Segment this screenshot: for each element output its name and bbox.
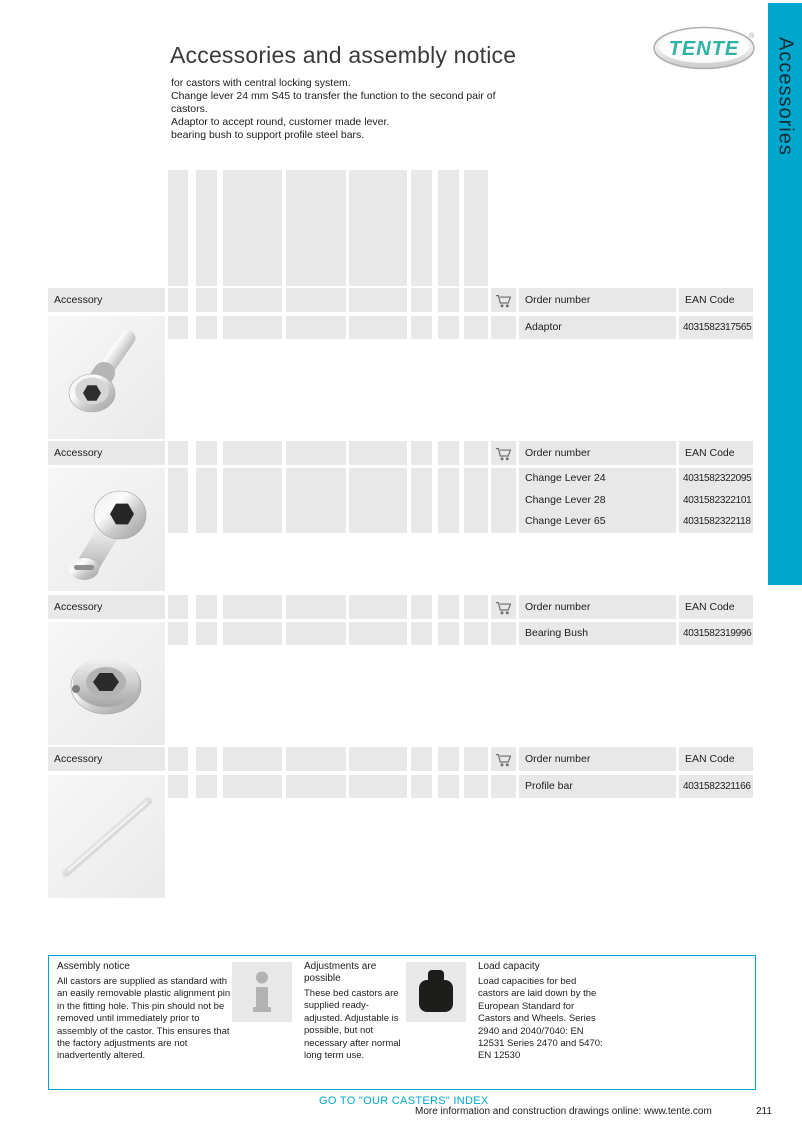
spec-cell [438,468,459,533]
cart-icon [495,751,513,768]
spec-cell [168,622,188,645]
spec-cell [464,288,488,312]
ean-code-header [679,441,753,465]
spec-cell [438,316,459,339]
spec-cell [168,468,188,533]
spec-cell [196,775,217,798]
spec-cell [223,316,282,339]
ean-cell [679,775,753,798]
product-photo-bearing-bush [48,622,165,745]
order-number-header-label: Order number [525,601,591,613]
spec-cell [223,622,282,645]
product-ean: 4031582322118 [683,516,751,528]
spec-cell [438,775,459,798]
product-ean: 4031582317565 [683,322,752,333]
spec-cell [196,622,217,645]
spec-cell [223,747,282,771]
cart-cell [491,747,516,771]
spec-cell [196,747,217,771]
order-number-header [519,288,676,312]
order-number-header-label: Order number [525,753,591,765]
spec-cell [464,316,488,339]
table-header-row [0,747,802,771]
spec-cell [168,441,188,465]
adjustments-notice-title: Adjustments are possible [304,961,377,984]
intro-text [171,77,496,142]
spec-cell [438,747,459,771]
page-title: Accessories and assembly notice [170,42,517,68]
ean-code-header-label: EAN Code [685,294,735,306]
product-photo-profile-bar [48,775,165,898]
spec-cell [464,441,488,465]
ean-cell [679,316,753,339]
table-header-row [0,595,802,619]
accessory-header-cell [48,747,165,771]
spec-cell [464,747,488,771]
spec-column [411,170,432,286]
spec-cell [168,316,188,339]
product-name: Change Lever 28 [525,493,606,506]
casters-index-link[interactable]: GO TO "OUR CASTERS" INDEX [319,1095,489,1107]
spec-cell [411,468,432,533]
accessory-header-cell [48,288,165,312]
intro-line: bearing bush to support profile steel bars. [171,129,365,141]
product-photo-change-lever [48,468,165,591]
intro-line: castors. [171,103,208,115]
page-number: 211 [756,1106,772,1117]
spec-cell [286,288,346,312]
accessory-header-label: Accessory [54,753,103,765]
spec-cell [438,288,459,312]
load-capacity-body: Load capacities for bed castors are laid down by the European Standard for Castors and Wheels. Series 2940 and 2040/7040: EN 12531 Series 2470 and 5470: EN 12530 [478,976,603,1062]
spec-cell [168,595,188,619]
ean-code-header-label: EAN Code [685,601,735,613]
tente-logo [652,25,757,71]
accessory-header-cell [48,595,165,619]
order-number-header-label: Order number [525,447,591,459]
ean-cell [679,622,753,645]
load-capacity-title: Load capacity [478,961,540,972]
spec-column [349,170,407,286]
ean-code-header-label: EAN Code [685,447,735,459]
ean-code-header-label: EAN Code [685,753,735,765]
spec-cell [411,775,432,798]
spec-cell [286,747,346,771]
spec-column [464,170,488,286]
product-ean: 4031582319996 [683,628,752,639]
spec-cell [349,288,407,312]
spec-cell [411,441,432,465]
spec-cell [464,775,488,798]
spec-cell [286,622,346,645]
spec-column [286,170,346,286]
spec-cell [196,288,217,312]
spec-cell [223,441,282,465]
product-name: Profile bar [525,780,573,792]
order-number-cell [519,468,676,533]
adjustments-notice [304,961,404,1062]
spec-cell [349,441,407,465]
intro-line: Change lever 24 mm S45 to transfer the function to the second pair of [171,90,496,102]
spec-cell [349,747,407,771]
adaptor-image [48,316,165,439]
weight-icon [406,962,466,1022]
footer-info-text[interactable]: More information and construction drawings online: www.tente.com [415,1106,712,1117]
spec-cell [286,316,346,339]
accessory-header-cell [48,441,165,465]
cart-cell [491,288,516,312]
order-number-header [519,441,676,465]
accessory-header-label: Accessory [54,447,103,459]
spec-cell [411,622,432,645]
order-number-cell [519,775,676,798]
ean-cell [679,468,753,533]
spec-cell [491,622,516,645]
spec-cell [438,595,459,619]
logo-wordmark: TENTE [668,38,740,60]
spec-column [196,170,217,286]
product-ean: 4031582321166 [683,781,751,792]
profile-bar-image [48,775,165,898]
info-icon-box [232,962,292,1022]
ean-code-header [679,595,753,619]
product-name: Change Lever 24 [525,472,606,484]
assembly-notice [57,961,231,1063]
spec-cell [438,622,459,645]
bearing-bush-image [48,622,165,745]
spec-cell [411,316,432,339]
cart-icon [495,292,513,309]
change-lever-image [48,468,165,591]
spec-cell [286,441,346,465]
ean-code-header [679,288,753,312]
order-number-cell [519,316,676,339]
product-name: Change Lever 65 [525,515,606,528]
table-header-row [0,441,802,465]
spec-cell [223,288,282,312]
cart-cell [491,595,516,619]
cart-icon [495,599,513,616]
spec-cell [411,747,432,771]
sidebar-tab-label: Accessories [774,37,797,156]
spec-cell [168,288,188,312]
spec-cell [464,595,488,619]
spec-cell [438,441,459,465]
spec-cell [349,316,407,339]
spec-cell [349,468,407,533]
order-number-cell [519,622,676,645]
product-ean: 4031582322101 [683,494,752,506]
spec-cell [286,468,346,533]
spec-cell [349,595,407,619]
spec-column [438,170,459,286]
assembly-notice-title: Assembly notice [57,961,130,972]
spec-cell [286,775,346,798]
product-name: Adaptor [525,321,562,333]
spec-column [223,170,282,286]
spec-cell [286,595,346,619]
spec-cell [411,288,432,312]
spec-cell [349,622,407,645]
spec-cell [491,468,516,533]
assembly-notice-box [48,955,756,1090]
spec-cell [491,775,516,798]
adjustments-notice-body: These bed castors are supplied ready- adjusted. Adjustable is possible, but not necessary after normal long term use. [304,988,401,1062]
spec-cell [196,316,217,339]
info-icon [232,962,292,1022]
spec-cell [196,468,217,533]
spec-cell [223,775,282,798]
intro-line: Adaptor to accept round, customer made lever. [171,116,390,128]
spec-cell [168,775,188,798]
assembly-notice-body: All castors are supplied as standard with an easily removable plastic alignment pin in the fitting hole. This pin should not be removed until immediately prior to assembly of the castor. This ensures that the factory adjustments are not inadvertently altered. [57,976,231,1062]
order-number-header [519,747,676,771]
cart-icon [495,445,513,462]
spec-cell [196,595,217,619]
spec-cell [464,622,488,645]
order-number-header [519,595,676,619]
product-photo-adaptor [48,316,165,439]
table-header-row [0,288,802,312]
accessory-header-label: Accessory [54,294,103,306]
spec-cell [223,468,282,533]
spec-cell [196,441,217,465]
product-name: Bearing Bush [525,627,589,639]
product-ean: 4031582322095 [683,473,752,484]
ean-code-header [679,747,753,771]
load-capacity-notice [478,961,603,1063]
spec-columns [0,170,802,286]
cart-cell [491,441,516,465]
accessory-header-label: Accessory [54,601,103,613]
spec-cell [411,595,432,619]
spec-cell [349,775,407,798]
registered-mark: ® [749,33,755,40]
spec-cell [168,747,188,771]
spec-column [168,170,188,286]
intro-line: for castors with central locking system. [171,77,351,89]
spec-cell [223,595,282,619]
spec-cell [464,468,488,533]
spec-cell [491,316,516,339]
order-number-header-label: Order number [525,294,591,306]
weight-icon-box [406,962,466,1022]
